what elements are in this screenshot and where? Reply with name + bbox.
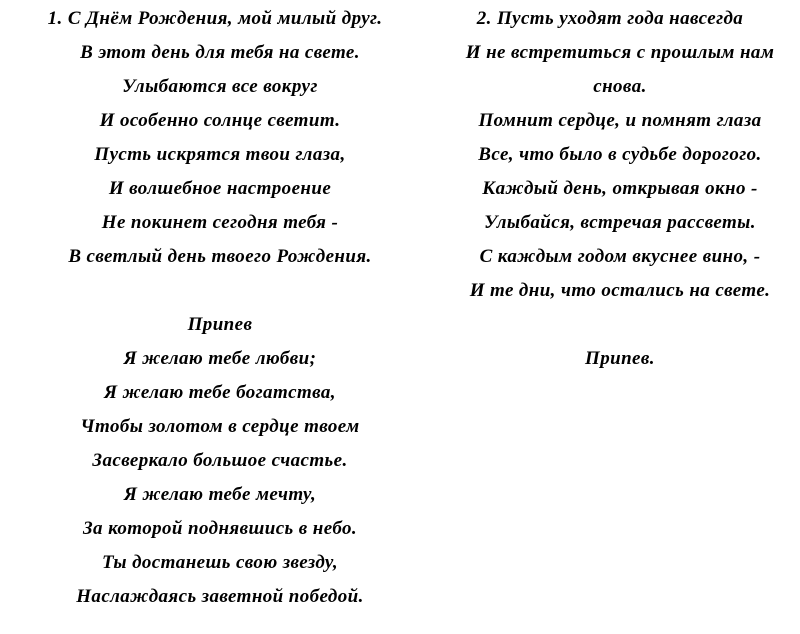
verse-2-line: снова. <box>593 76 647 97</box>
chorus-line: Ты достанешь свою звезду, <box>102 552 338 573</box>
chorus-line: Я желаю тебе мечту, <box>123 484 317 505</box>
chorus-line: Я желаю тебе богатства, <box>104 382 336 403</box>
verse-1-line: В светлый день твоего Рождения. <box>68 246 372 267</box>
verse-2 <box>440 2 800 308</box>
verse-1-line: Улыбаются все вокруг <box>122 76 318 97</box>
chorus-reference: Припев. <box>585 348 655 369</box>
right-column <box>440 0 800 376</box>
chorus-line: Чтобы золотом в сердце твоем <box>80 416 360 437</box>
verse-1 <box>0 2 440 274</box>
chorus-line: За которой поднявшись в небо. <box>82 518 358 539</box>
chorus-line: Наслаждаясь заветной победой. <box>76 586 364 607</box>
verse-1-line: И волшебное настроение <box>108 178 332 199</box>
verse-2-line: И не встретиться с прошлым нам <box>465 42 775 63</box>
verse-2-line: 2. Пусть уходят года навсегда <box>476 8 744 29</box>
verse-2-line: И те дни, что остались на свете. <box>469 280 771 301</box>
verse-1-line: Пусть искрятся твои глаза, <box>94 144 346 165</box>
verse-1-line: 1. С Днём Рождения, мой милый друг. <box>47 8 383 29</box>
verse-2-line: С каждым годом вкуснее вино, - <box>479 246 761 267</box>
chorus-title: Припев <box>187 314 253 335</box>
chorus-line: Я желаю тебе любви; <box>123 348 317 369</box>
verse-1-line: В этот день для тебя на свете. <box>80 42 360 63</box>
verse-2-line: Помнит сердце, и помнят глаза <box>478 110 762 131</box>
chorus <box>0 308 440 614</box>
verse-1-line: Не покинет сегодня тебя - <box>101 212 339 233</box>
chorus-line: Засверкало большое счастье. <box>92 450 348 471</box>
verse-1-line: И особенно солнце светит. <box>99 110 341 131</box>
verse-2-line: Каждый день, открывая окно - <box>482 178 758 199</box>
stanza-gap <box>440 308 800 342</box>
stanza-gap <box>0 274 440 308</box>
verse-2-line: Все, что было в судьбе дорогого. <box>478 144 762 165</box>
verse-2-line: Улыбайся, встречая рассветы. <box>484 212 756 233</box>
